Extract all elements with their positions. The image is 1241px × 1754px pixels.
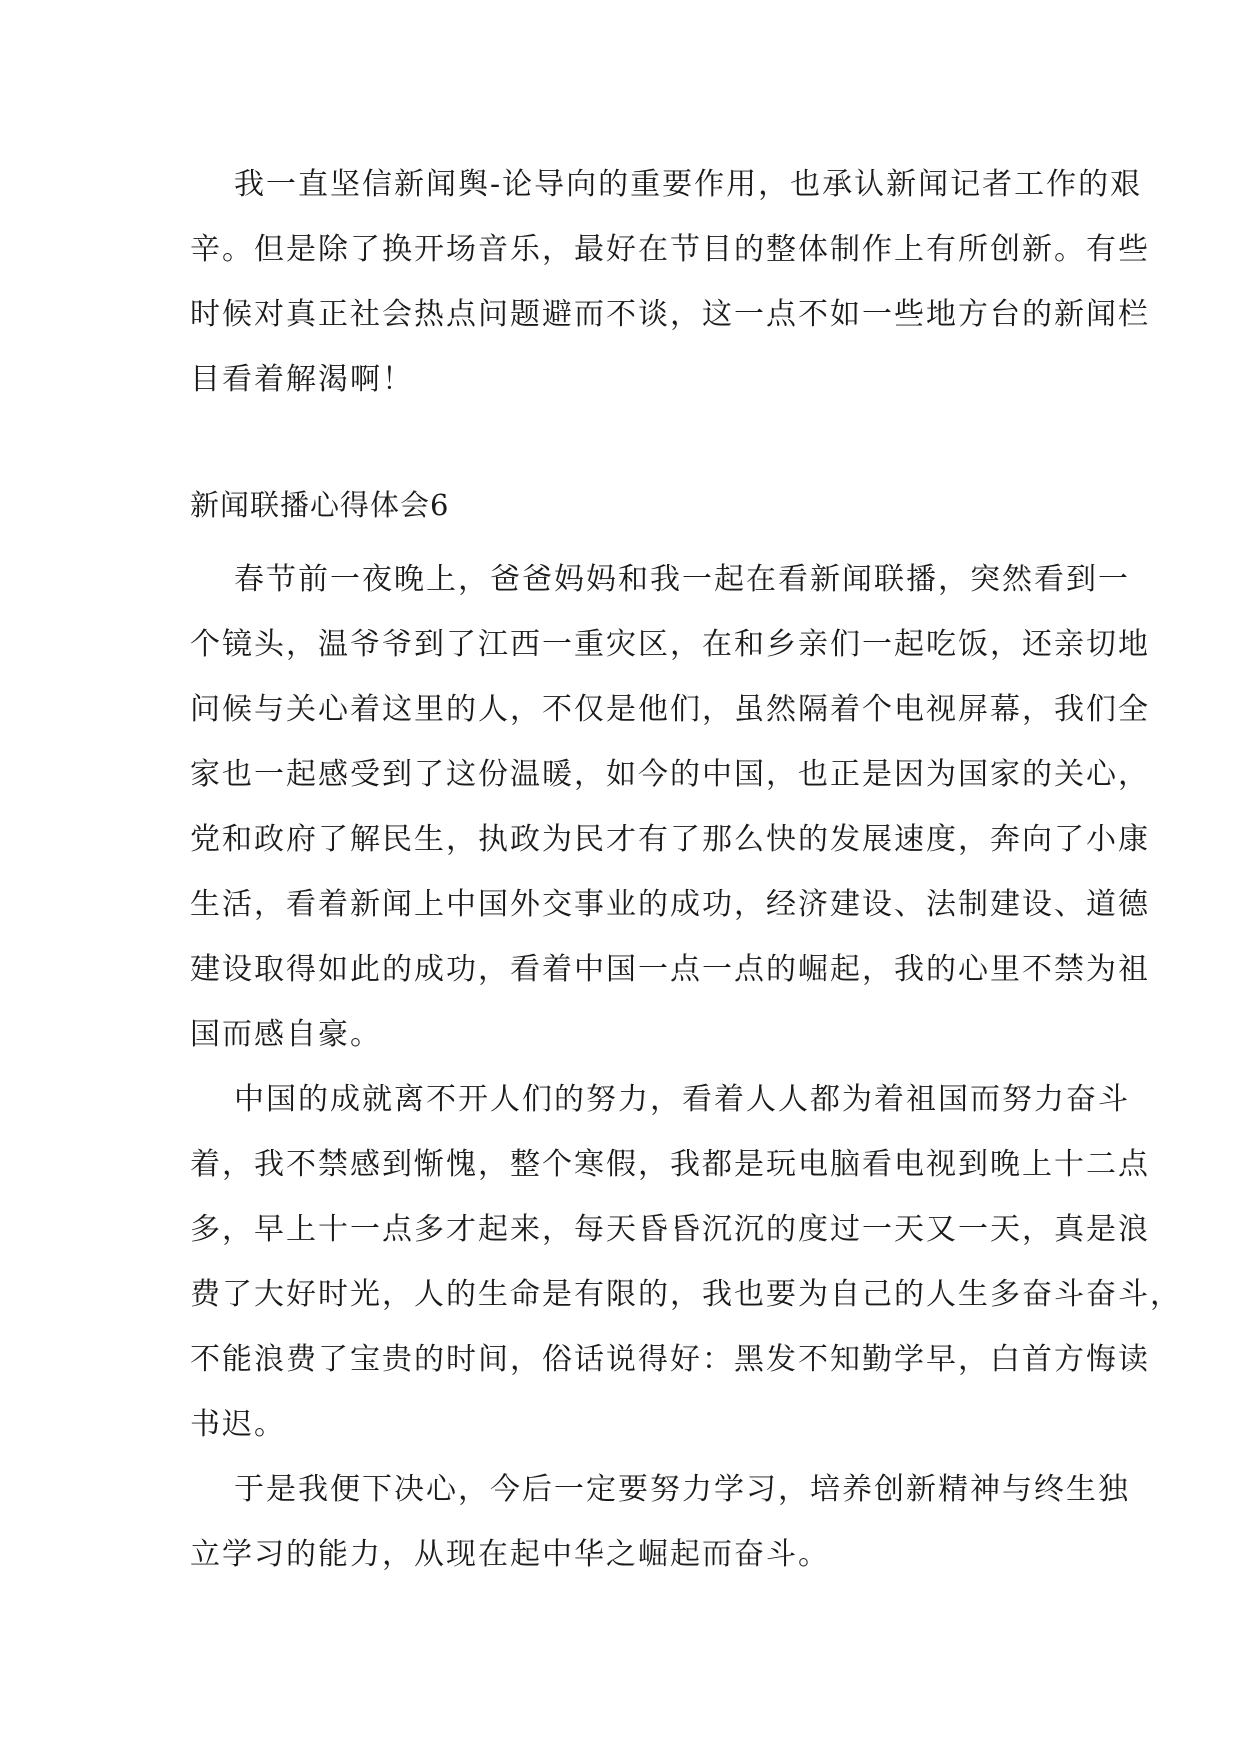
paragraph-line: 国而感自豪。 — [190, 1017, 382, 1052]
intro-paragraph — [190, 152, 1150, 412]
paragraph-line: 建设取得如此的成功，看着中国一点一点的崛起，我的心里不禁为祖 — [190, 952, 1150, 987]
paragraph-line: 党和政府了解民生，执政为民才有了那么快的发展速度，奔向了小康 — [190, 822, 1150, 857]
paragraph-line: 着，我不禁感到惭愧，整个寒假，我都是玩电脑看电视到晚上十二点 — [190, 1147, 1150, 1182]
paragraph-2 — [190, 1067, 1182, 1457]
paragraph-1 — [190, 547, 1150, 1067]
paragraph-line: 费了大好时光，人的生命是有限的，我也要为自己的人生多奋斗奋斗， — [190, 1277, 1182, 1312]
paragraph-line: 生活，看着新闻上中国外交事业的成功，经济建设、法制建设、道德 — [190, 887, 1150, 922]
paragraph-line: 立学习的能力，从现在起中华之崛起而奋斗。 — [190, 1537, 830, 1572]
paragraph-line: 多，早上十一点多才起来，每天昏昏沉沉的度过一天又一天，真是浪 — [190, 1212, 1150, 1247]
paragraph-line: 春节前一夜晚上，爸爸妈妈和我一起在看新闻联播，突然看到一 — [234, 562, 1130, 597]
paragraph-line: 于是我便下决心，今后一定要努力学习，培养创新精神与终生独 — [234, 1472, 1130, 1507]
paragraph-line: 问候与关心着这里的人，不仅是他们，虽然隔着个电视屏幕，我们全 — [190, 692, 1150, 727]
section-heading: 新闻联播心得体会6 — [190, 488, 450, 522]
paragraph-line: 书迟。 — [190, 1407, 286, 1442]
paragraph-line: 时候对真正社会热点问题避而不谈，这一点不如一些地方台的新闻栏 — [190, 297, 1150, 332]
paragraph-line: 辛。但是除了换开场音乐，最好在节目的整体制作上有所创新。有些 — [190, 232, 1150, 267]
paragraph-line: 我一直坚信新闻舆-论导向的重要作用，也承认新闻记者工作的艰 — [234, 167, 1143, 202]
paragraph-3 — [190, 1457, 1130, 1587]
paragraph-line: 不能浪费了宝贵的时间，俗话说得好：黑发不知勤学早，白首方悔读 — [190, 1342, 1150, 1377]
paragraph-line: 个镜头，温爷爷到了江西一重灾区，在和乡亲们一起吃饭，还亲切地 — [190, 627, 1150, 662]
paragraph-line: 目看着解渴啊！ — [190, 362, 414, 397]
paragraph-line: 中国的成就离不开人们的努力，看着人人都为着祖国而努力奋斗 — [234, 1082, 1130, 1117]
paragraph-line: 家也一起感受到了这份温暖，如今的中国，也正是因为国家的关心， — [190, 757, 1150, 792]
